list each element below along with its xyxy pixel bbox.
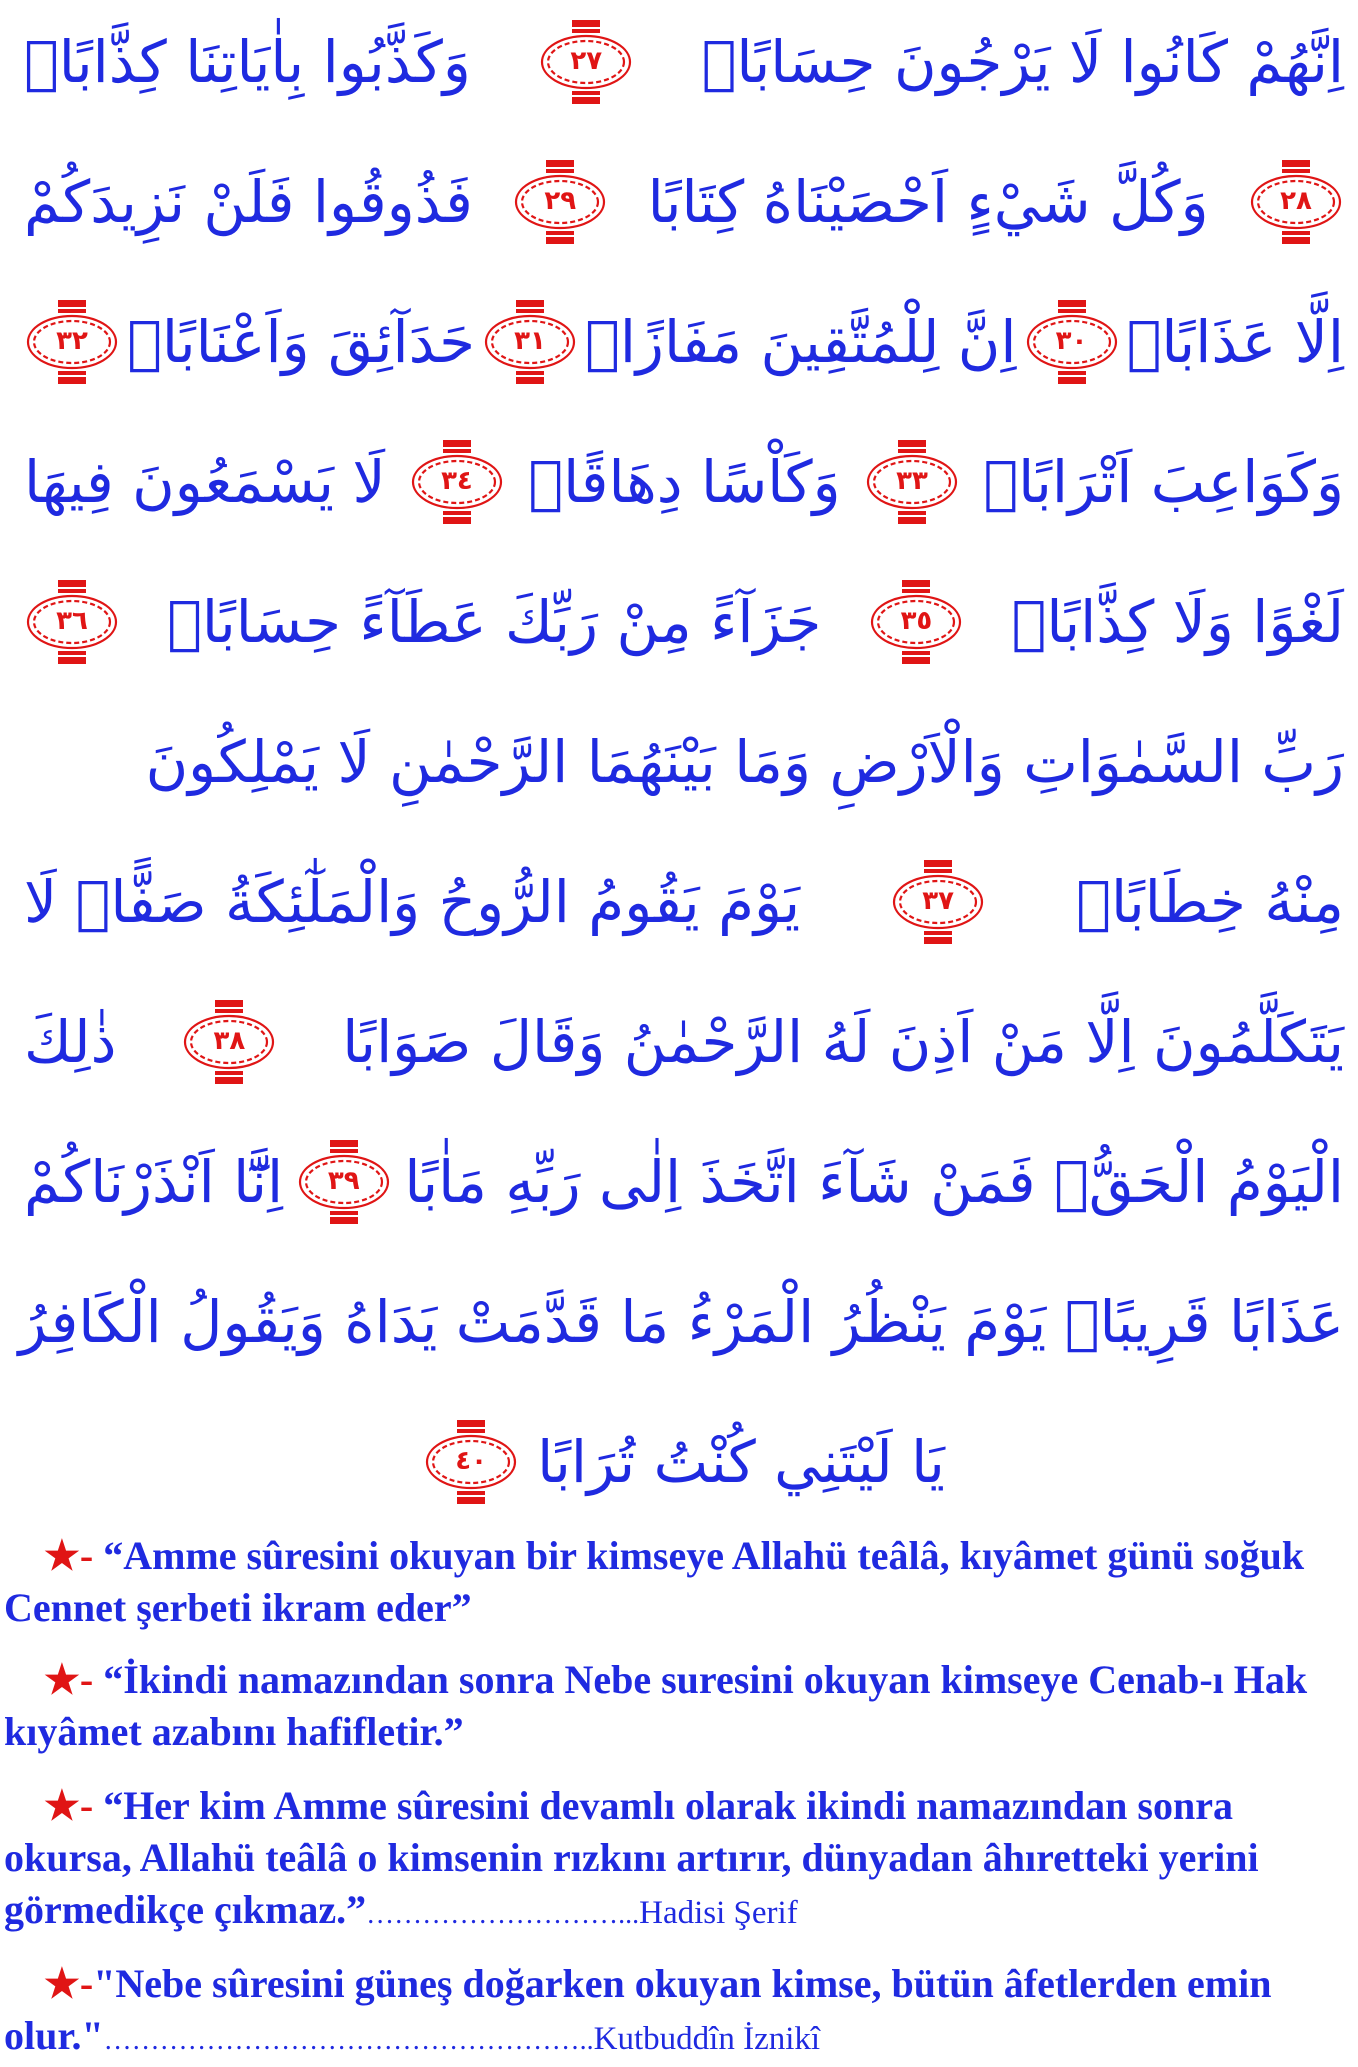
arabic-segment: اِلَّا عَذَابًاۚ <box>1126 308 1344 376</box>
ayah-number: ٢٧ <box>570 46 603 76</box>
note-dash: - <box>79 1533 94 1578</box>
ayah-end-medallion-icon <box>538 14 634 110</box>
ayah-number: ٢٩ <box>544 186 577 216</box>
arabic-line <box>24 142 1344 262</box>
arabic-line <box>24 982 1344 1102</box>
note-text: “Amme sûresini okuyan bir kimseye Allahü teâlâ, kıyâmet günü soğuk Cennet şerbeti ikram eder” <box>4 1533 1305 1630</box>
arabic-segment: فَذُوقُوا فَلَنْ نَزِيدَكُمْ <box>24 168 473 236</box>
arabic-segment: وَكَوَاعِبَ اَتْرَابًاۙ <box>983 448 1344 516</box>
arabic-line <box>24 2 1344 122</box>
ayah-number: ٣٩ <box>327 1166 360 1196</box>
ayah-end-medallion-icon <box>24 294 120 390</box>
ayah-number: ٤٠ <box>455 1446 487 1476</box>
arabic-line <box>24 1402 1344 1522</box>
ayah-number: ٣٣ <box>896 466 928 496</box>
arabic-segment: لَغْوًا وَلَا كِذَّابًاۚ <box>1011 588 1344 656</box>
ayah-end-medallion-icon <box>1248 154 1344 250</box>
arabic-line <box>24 422 1344 542</box>
ayah-end-medallion-icon <box>423 1414 519 1510</box>
ayah-end-medallion-icon <box>24 574 120 670</box>
red-star-icon: ★ <box>44 1783 80 1828</box>
hadith-note <box>4 1654 1344 1758</box>
note-source: Kutbuddîn İznikî <box>593 2021 821 2057</box>
red-star-icon: ★ <box>44 1961 80 2006</box>
ayah-end-medallion-icon <box>512 154 608 250</box>
arabic-segment: يَتَكَلَّمُونَ اِلَّا مَنْ اَذِنَ لَهُ الرَّحْمٰنُ وَقَالَ صَوَابًا <box>342 1008 1344 1076</box>
ayah-end-medallion-icon <box>482 294 578 390</box>
ayah-number: ٣٧ <box>922 886 955 916</box>
arabic-segment: رَبِّ السَّمٰوَاتِ وَالْاَرْضِ وَمَا بَيْنَهُمَا الرَّحْمٰنِ لَا يَمْلِكُونَ <box>145 728 1344 796</box>
arabic-segment: وَكُلَّ شَيْءٍ اَحْصَيْنَاهُ كِتَابًا <box>647 168 1209 236</box>
arabic-segment: يَا لَيْتَنِي كُنْتُ تُرَابًا <box>537 1428 945 1496</box>
red-star-icon: ★ <box>44 1533 80 1578</box>
ayah-end-medallion-icon <box>296 1134 392 1230</box>
arabic-segment: وَكَاْسًا دِهَاقًاۜ <box>528 448 841 516</box>
note-text: "Nebe sûresini güneş doğarken okuyan kimse, bütün âfetlerden emin olur." <box>4 1961 1272 2058</box>
arabic-segment: اِنَّٓا اَنْذَرْنَاكُمْ <box>24 1148 284 1216</box>
ayah-end-medallion-icon <box>864 434 960 530</box>
arabic-segment: جَزَآءً مِنْ رَبِّكَ عَطَآءً حِسَابًاۙ <box>167 588 822 656</box>
source-leader-dots: …………………………………………….. <box>103 2025 594 2056</box>
arabic-segment: ذٰلِكَ <box>24 1008 117 1076</box>
source-leader-dots: ………………………... <box>366 1899 640 1930</box>
note-dash: - <box>79 1783 94 1828</box>
note-dash: - <box>79 1657 94 1702</box>
ayah-number: ٣٠ <box>1055 326 1088 356</box>
ayah-number: ٣٢ <box>56 326 88 356</box>
ayah-number: ٣٥ <box>900 606 933 636</box>
arabic-line <box>24 562 1344 682</box>
hadith-note <box>4 1530 1344 1634</box>
ayah-end-medallion-icon <box>1024 294 1120 390</box>
ayah-end-medallion-icon <box>890 854 986 950</box>
ayah-end-medallion-icon <box>409 434 505 530</box>
hadith-note <box>4 1780 1344 1941</box>
arabic-segment: وَكَذَّبُوا بِاٰيَاتِنَا كِذَّابًاۜ <box>24 28 471 96</box>
arabic-segment: الْيَوْمُ الْحَقُّۚ فَمَنْ شَآءَ اتَّخَذَ اِلٰى رَبِّهِ مَاٰبًا <box>404 1148 1344 1216</box>
ayah-number: ٣٤ <box>441 466 473 496</box>
arabic-segment: يَوْمَ يَقُومُ الرُّوحُ وَالْمَلٰٓئِكَةُ صَفًّاۜ لَا <box>24 868 801 936</box>
note-text: “İkindi namazından sonra Nebe suresini okuyan kimseye Cenab-ı Hak kıyâmet azabını hafifletir.” <box>4 1657 1308 1754</box>
note-text: “Her kim Amme sûresini devamlı olarak ikindi namazından sonra okursa, Allahü teâlâ o kimsenin rızkını artırır, dünyadan âhıretteki yerini görmedikçe çıkmaz.” <box>4 1783 1259 1932</box>
arabic-segment: عَذَابًا قَرِيبًاۚ يَوْمَ يَنْظُرُ الْمَرْءُ مَا قَدَّمَتْ يَدَاهُ وَيَقُولُ الْكَافِرُ <box>18 1288 1344 1356</box>
ayah-end-medallion-icon <box>868 574 964 670</box>
arabic-segment: لَا يَسْمَعُونَ فِيهَا <box>24 448 386 516</box>
ayah-end-medallion-icon <box>181 994 277 1090</box>
note-source: Hadisi Şerif <box>639 1895 798 1931</box>
arabic-line <box>18 1262 1344 1382</box>
hadith-note <box>4 1958 1344 2067</box>
arabic-segment: اِنَّ لِلْمُتَّقِينَ مَفَازًاۙ <box>585 308 1017 376</box>
ayah-number: ٣١ <box>514 326 546 356</box>
ayah-number: ٢٨ <box>1280 186 1312 216</box>
arabic-segment: مِنْهُ خِطَابًاۚ <box>1076 868 1344 936</box>
arabic-line <box>24 702 1344 822</box>
arabic-line <box>24 282 1344 402</box>
arabic-line <box>24 1122 1344 1242</box>
note-dash: - <box>79 1961 94 2006</box>
arabic-line <box>24 842 1344 962</box>
arabic-segment: حَدَآئِقَ وَاَعْنَابًاۙ <box>127 308 475 376</box>
ayah-number: ٣٦ <box>56 606 88 636</box>
ayah-number: ٣٨ <box>213 1026 246 1056</box>
red-star-icon: ★ <box>44 1657 80 1702</box>
arabic-segment: اِنَّهُمْ كَانُوا لَا يَرْجُونَ حِسَابًاۙ <box>701 28 1344 96</box>
